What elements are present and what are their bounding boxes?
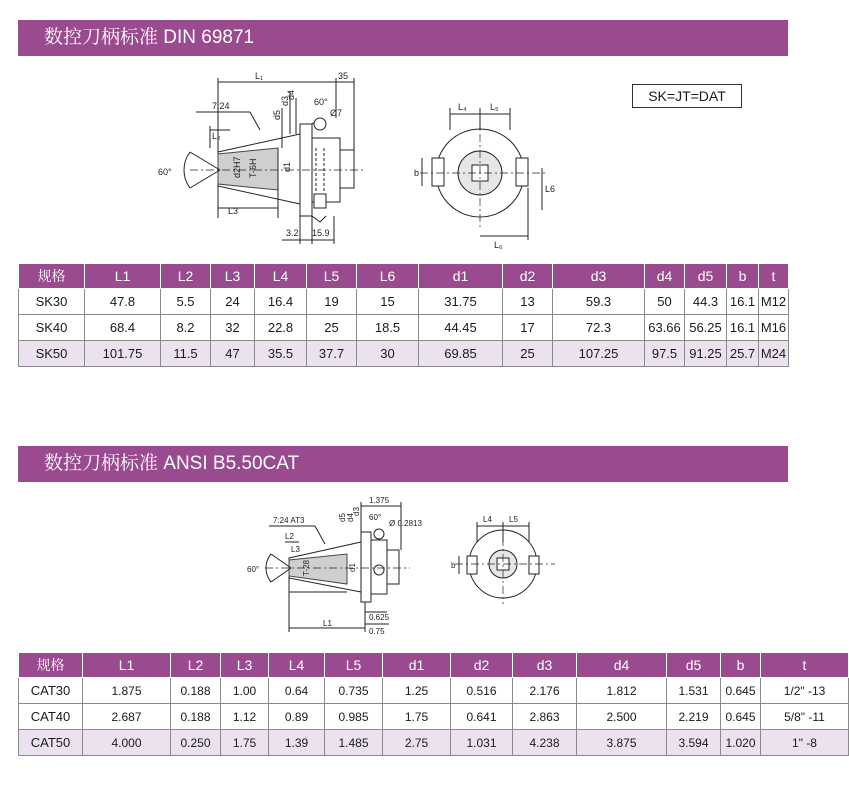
col-header: L1 xyxy=(85,264,161,289)
dim-d3: d3 xyxy=(280,95,290,106)
table-cell: 97.5 xyxy=(645,341,685,367)
table-cell: 59.3 xyxy=(553,289,645,315)
table-cell: 22.8 xyxy=(255,315,307,341)
col-header: L6 xyxy=(357,264,419,289)
dim-L5: L5 xyxy=(509,515,518,524)
col-header: d1 xyxy=(419,264,503,289)
table-cell: SK30 xyxy=(19,289,85,315)
table-cell: 18.5 xyxy=(357,315,419,341)
col-header: b xyxy=(721,653,761,678)
table-cell: 5.5 xyxy=(161,289,211,315)
col-header: d3 xyxy=(513,653,577,678)
table-cell: 0.985 xyxy=(325,704,383,730)
dim-0-625: 0.625 xyxy=(369,613,390,622)
table-cell: 0.645 xyxy=(721,678,761,704)
ansi-spec-table xyxy=(18,652,849,756)
dim-L4: L₄ xyxy=(458,102,467,112)
dim-d1: d1 xyxy=(282,161,292,172)
table-cell: 1.531 xyxy=(667,678,721,704)
table-cell: 0.250 xyxy=(171,730,221,756)
table-cell: 25 xyxy=(307,315,357,341)
table-cell: 44.3 xyxy=(685,289,727,315)
table-row xyxy=(19,704,849,730)
dim-0-75: 0.75 xyxy=(369,627,385,636)
table-cell: 0.89 xyxy=(269,704,325,730)
table-cell: 25.7 xyxy=(727,341,759,367)
table-cell: 1.875 xyxy=(83,678,171,704)
table-cell: 3.875 xyxy=(577,730,667,756)
table-cell: 16.4 xyxy=(255,289,307,315)
col-header: L2 xyxy=(171,653,221,678)
col-header: d4 xyxy=(645,264,685,289)
col-header: L1 xyxy=(83,653,171,678)
table-cell: M12 xyxy=(759,289,789,315)
dim-T28: T-28 xyxy=(302,559,311,576)
dim-taper: 7:24 AT3 xyxy=(273,516,305,525)
table-cell: 1.25 xyxy=(383,678,451,704)
table-cell: 69.85 xyxy=(419,341,503,367)
table-row xyxy=(19,315,789,341)
table-cell: 16.1 xyxy=(727,315,759,341)
dim-15-9: 15.9 xyxy=(312,228,330,238)
col-header: d3 xyxy=(553,264,645,289)
col-header: d2 xyxy=(451,653,513,678)
dim-taper: 7:24 xyxy=(212,101,230,111)
table-row xyxy=(19,730,849,756)
dim-d5: d5 xyxy=(338,513,347,522)
table-cell: 72.3 xyxy=(553,315,645,341)
col-header: L2 xyxy=(161,264,211,289)
col-header: L4 xyxy=(255,264,307,289)
table-header-row xyxy=(19,653,849,678)
table-cell: 8.2 xyxy=(161,315,211,341)
table-cell: 4.000 xyxy=(83,730,171,756)
table-cell: 0.645 xyxy=(721,704,761,730)
table-cell: 5/8" -11 xyxy=(761,704,849,730)
table-cell: 19 xyxy=(307,289,357,315)
dim-angle60b: 60° xyxy=(158,167,172,177)
table-cell: 3.594 xyxy=(667,730,721,756)
col-header: d1 xyxy=(383,653,451,678)
table-cell: 91.25 xyxy=(685,341,727,367)
table-cell: 11.5 xyxy=(161,341,211,367)
dim-L6b: L₆ xyxy=(494,240,503,250)
dim-T6H: T-6H xyxy=(248,158,258,178)
table-cell: 0.64 xyxy=(269,678,325,704)
table-cell: 0.641 xyxy=(451,704,513,730)
table-cell: 30 xyxy=(357,341,419,367)
dim-3-2: 3.2 xyxy=(286,228,299,238)
col-header: t xyxy=(759,264,789,289)
table-cell: 1.12 xyxy=(221,704,269,730)
dim-L4: L4 xyxy=(483,515,492,524)
table-cell: 35.5 xyxy=(255,341,307,367)
dim-35: 35 xyxy=(338,71,349,81)
dim-1-375: 1.375 xyxy=(369,496,390,505)
table-cell: 2.219 xyxy=(667,704,721,730)
dim-b: b xyxy=(414,168,420,178)
col-header: 规格 xyxy=(19,264,85,289)
col-header: t xyxy=(761,653,849,678)
col-header: d2 xyxy=(503,264,553,289)
ansi-section-title: 数控刀柄标准 ANSI B5.50CAT xyxy=(18,446,788,482)
col-header: L3 xyxy=(211,264,255,289)
table-cell: 4.238 xyxy=(513,730,577,756)
table-cell: 0.188 xyxy=(171,678,221,704)
col-header: d5 xyxy=(667,653,721,678)
dim-d5: d5 xyxy=(272,109,282,120)
dim-angle60b: 60° xyxy=(247,565,260,574)
table-cell: 0.735 xyxy=(325,678,383,704)
table-cell: 101.75 xyxy=(85,341,161,367)
dim-d4: d4 xyxy=(346,513,355,522)
dim-angle60: 60° xyxy=(369,513,382,522)
col-header: b xyxy=(727,264,759,289)
table-cell: 1.00 xyxy=(221,678,269,704)
table-cell: 47.8 xyxy=(85,289,161,315)
col-header: L3 xyxy=(221,653,269,678)
table-cell: 15 xyxy=(357,289,419,315)
table-cell: 2.75 xyxy=(383,730,451,756)
table-cell: 13 xyxy=(503,289,553,315)
table-cell: 0.516 xyxy=(451,678,513,704)
table-cell: 17 xyxy=(503,315,553,341)
table-cell: 1.031 xyxy=(451,730,513,756)
table-cell: 1" -8 xyxy=(761,730,849,756)
table-header-row xyxy=(19,264,789,289)
dim-L1: L₁ xyxy=(255,71,264,81)
din-section-title: 数控刀柄标准 DIN 69871 xyxy=(18,20,788,56)
dim-dia7: Ø7 xyxy=(330,108,343,118)
table-cell: 25 xyxy=(503,341,553,367)
table-cell: 1.75 xyxy=(383,704,451,730)
table-cell: 1.39 xyxy=(269,730,325,756)
table-cell: CAT40 xyxy=(19,704,83,730)
table-cell: 1.485 xyxy=(325,730,383,756)
dim-dia: Ø 0.2813 xyxy=(389,519,422,528)
table-cell: SK40 xyxy=(19,315,85,341)
dim-L3: L3 xyxy=(228,206,239,216)
table-cell: 1.75 xyxy=(221,730,269,756)
table-cell: 68.4 xyxy=(85,315,161,341)
table-cell: 2.176 xyxy=(513,678,577,704)
table-cell: CAT30 xyxy=(19,678,83,704)
table-cell: SK50 xyxy=(19,341,85,367)
col-header: L4 xyxy=(269,653,325,678)
table-cell: 2.500 xyxy=(577,704,667,730)
din-toolholder-drawing xyxy=(150,68,570,260)
table-cell: 16.1 xyxy=(727,289,759,315)
table-cell: 107.25 xyxy=(553,341,645,367)
table-cell: 2.687 xyxy=(83,704,171,730)
table-cell: 44.45 xyxy=(419,315,503,341)
sk-equivalence-label: SK=JT=DAT xyxy=(632,84,742,108)
table-cell: 31.75 xyxy=(419,289,503,315)
dim-L1: L1 xyxy=(323,619,332,628)
col-header: L5 xyxy=(325,653,383,678)
table-cell: 1.020 xyxy=(721,730,761,756)
table-cell: 1.812 xyxy=(577,678,667,704)
table-cell: 47 xyxy=(211,341,255,367)
table-cell: 0.188 xyxy=(171,704,221,730)
din-spec-table xyxy=(18,263,789,367)
dim-d1: d1 xyxy=(348,563,357,572)
col-header: L5 xyxy=(307,264,357,289)
table-cell: 37.7 xyxy=(307,341,357,367)
dim-L5: L₅ xyxy=(490,102,499,112)
table-cell: 32 xyxy=(211,315,255,341)
col-header: d5 xyxy=(685,264,727,289)
dim-L3: L3 xyxy=(291,545,300,554)
table-cell: 63.66 xyxy=(645,315,685,341)
table-row xyxy=(19,289,789,315)
col-header: 规格 xyxy=(19,653,83,678)
table-cell: M24 xyxy=(759,341,789,367)
table-cell: 24 xyxy=(211,289,255,315)
dim-b: b xyxy=(451,561,456,570)
dim-L2: L2 xyxy=(285,532,294,541)
table-cell: 1/2" -13 xyxy=(761,678,849,704)
table-cell: CAT50 xyxy=(19,730,83,756)
table-cell: 2.863 xyxy=(513,704,577,730)
table-cell: M16 xyxy=(759,315,789,341)
table-row xyxy=(19,341,789,367)
dim-d4: d4 xyxy=(286,89,296,100)
dim-angle60: 60° xyxy=(314,97,328,107)
dim-L6a: L6 xyxy=(545,184,556,194)
table-cell: 56.25 xyxy=(685,315,727,341)
table-cell: 50 xyxy=(645,289,685,315)
dim-L2: L₂ xyxy=(212,131,221,141)
ansi-toolholder-drawing xyxy=(247,492,585,642)
table-row xyxy=(19,678,849,704)
dim-d2H7: d2H7 xyxy=(232,156,242,178)
dim-d3: d3 xyxy=(352,507,361,516)
col-header: d4 xyxy=(577,653,667,678)
